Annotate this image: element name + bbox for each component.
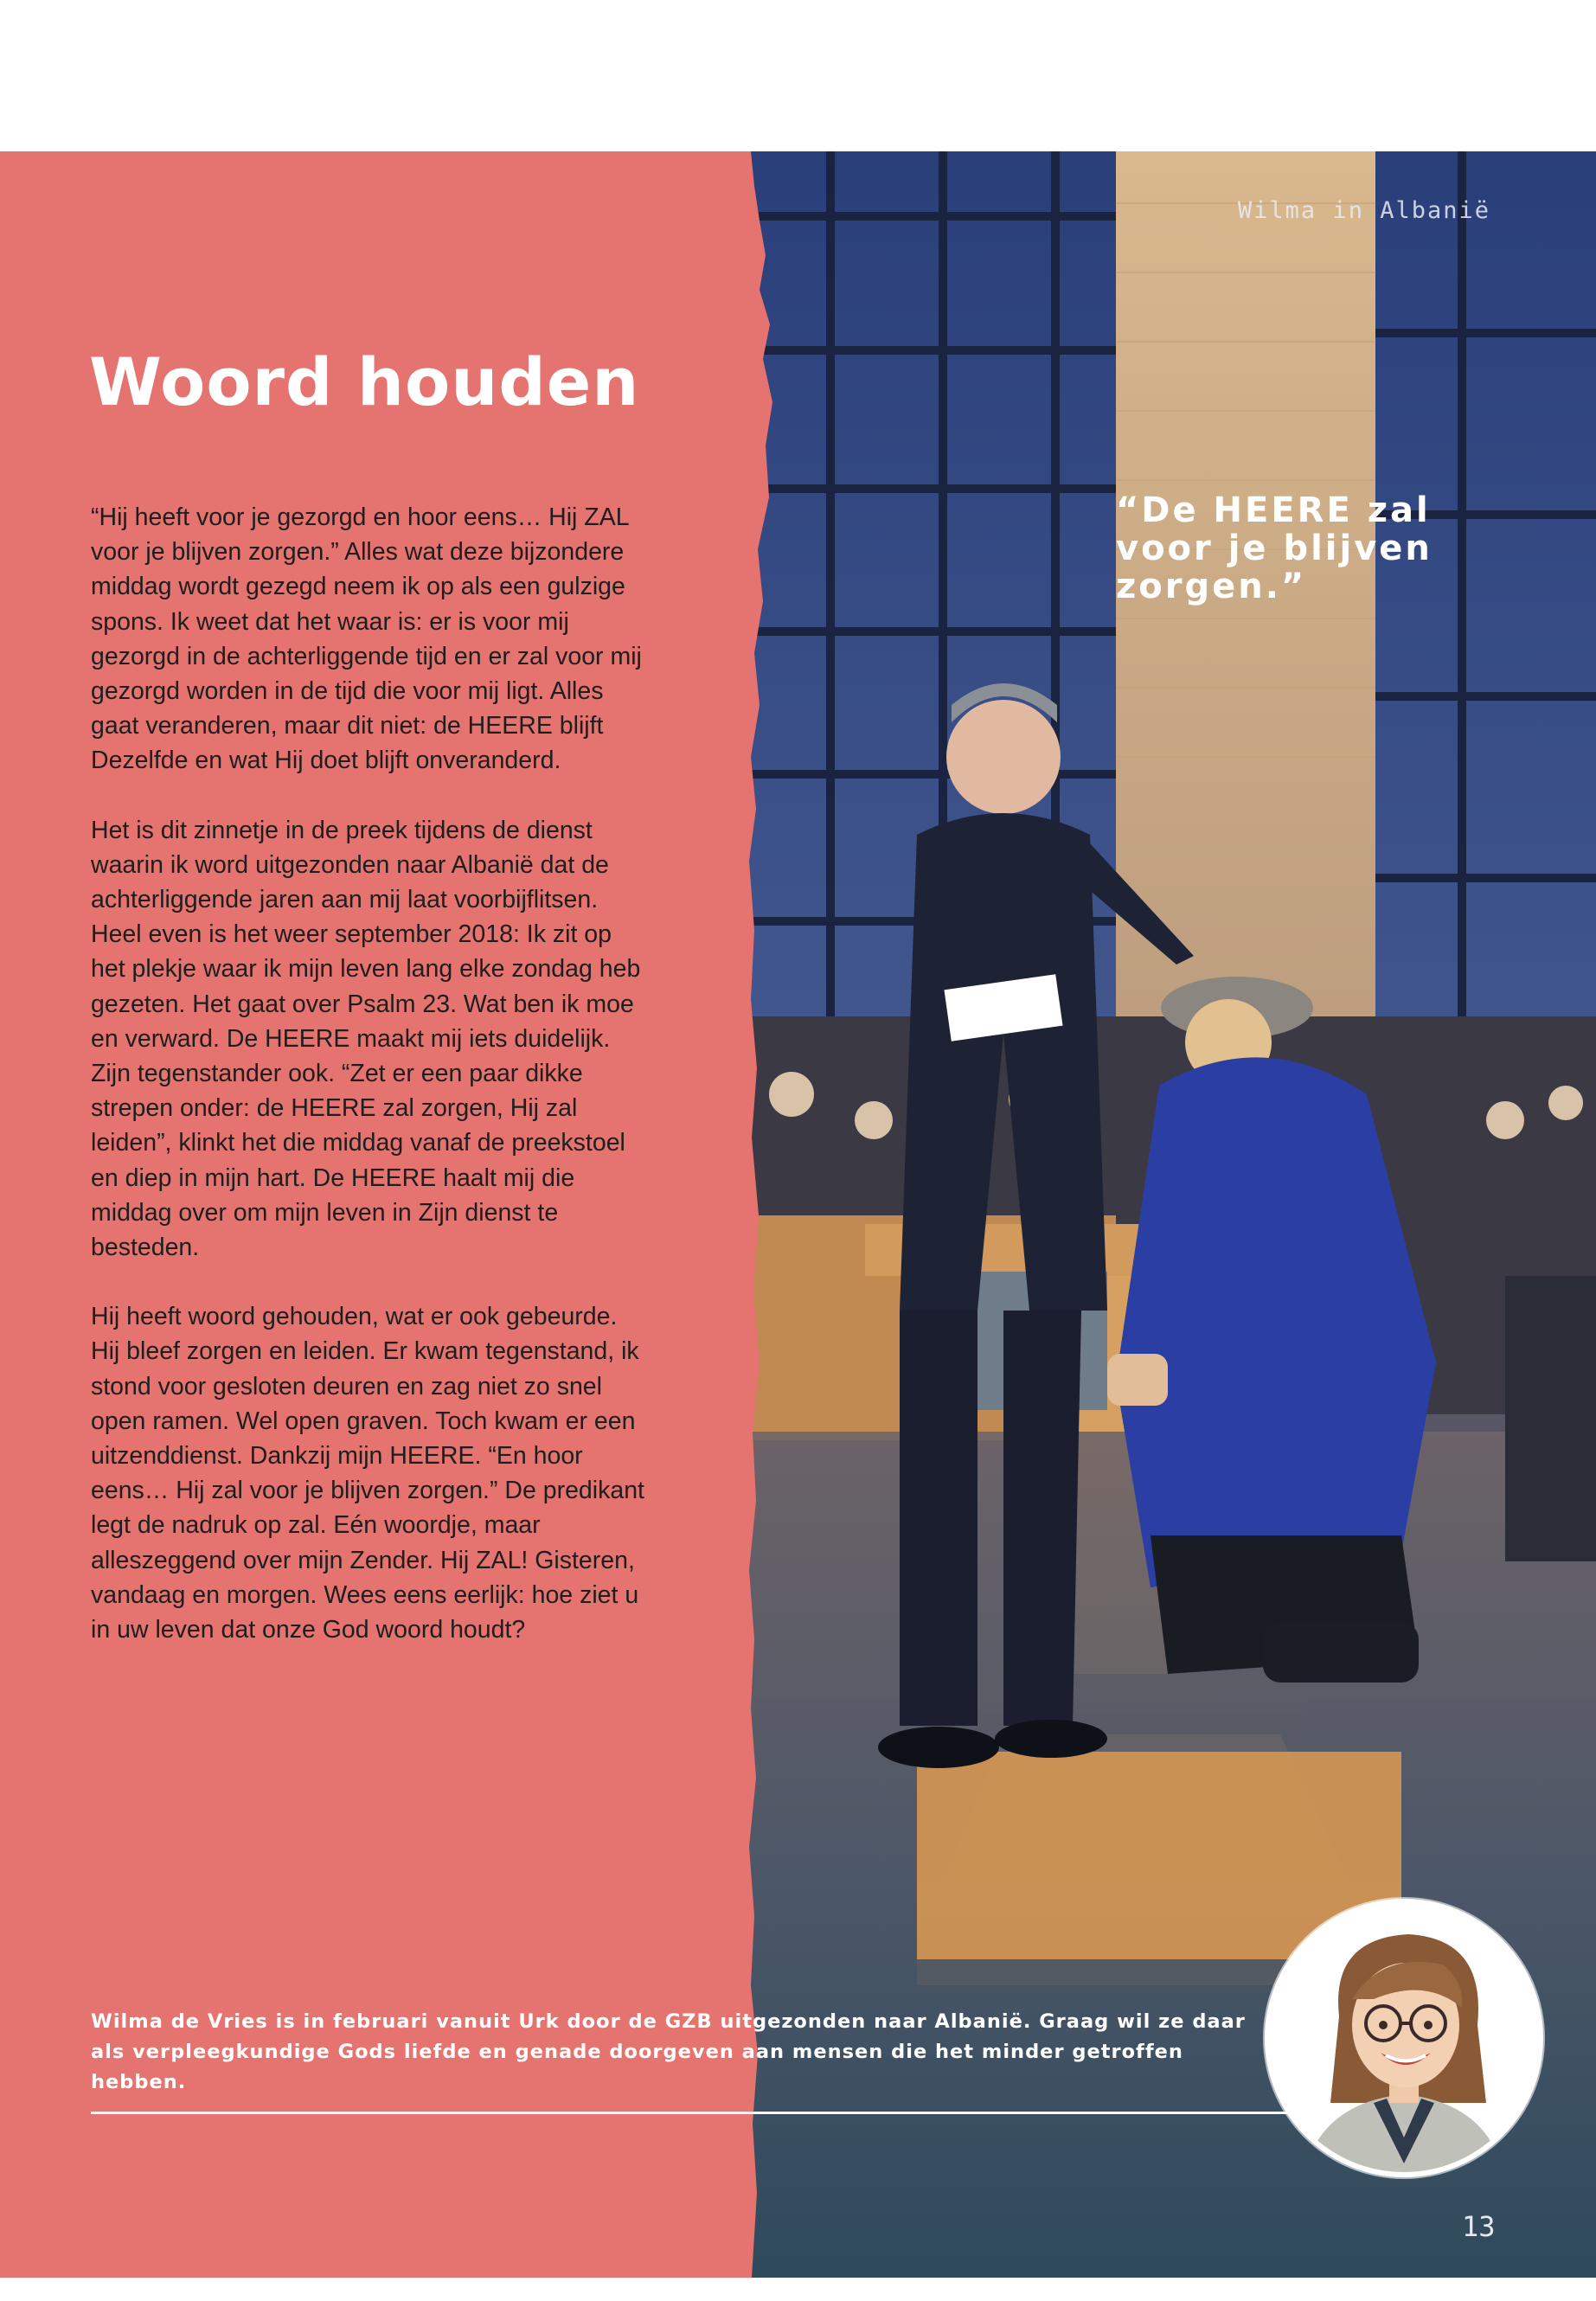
author-bio: Wilma de Vries is in februari vanuit Urk door de GZB uitgezonden naar Albanië. Graag wil ze daar als verpleegkundige Gods liefde en genade doorgeven aan mensen die het minder getroffen hebben.: [91, 2010, 1246, 2093]
pull-quote: “De HEERE zal voor je blijven zorgen.”: [1116, 490, 1433, 606]
article-paragraph: “Hij heeft voor je gezorgd en hoor eens… Hij ZAL voor je blijven zorgen.” Alles wat deze bijzondere middag wordt gezegd neem ik op als een gulzige spons. Ik weet dat het waar is: er is voor mij gezorgd in de achterliggende tijd en er zal voor mij gezorgd worden in de tijd die voor mij ligt. Alles gaat veranderen, maar dit niet: de HEERE blijft Dezelfde en wat Hij doet blijft onveranderd.: [91, 503, 642, 775]
article-paragraph: Het is dit zinnetje in de preek tijdens de dienst waarin ik word uitgezonden naar Albanië dat de achterliggende jaren aan mij laat voorbijflitsen. Heel even is het weer september 2018: Ik zit op het plekje waar ik mijn leven lang elke zondag heb gezeten. Het gaat over Psalm 23. Wat ben ik moe en verward. De HEERE maakt mij iets duidelijk. Zijn tegenstander ook. “Zet er een paar dikke strepen onder: de HEERE zal zorgen, Hij zal leiden”, klinkt het die middag vanaf de preekstoel en diep in mijn hart. De HEERE haalt mij die middag over om mijn leven in Zijn dienst te besteden.: [91, 816, 641, 1262]
section-label: Wilma in Albanië: [1237, 197, 1490, 224]
bio-divider: [91, 2112, 1298, 2114]
article-paragraph: Hij heeft woord gehouden, wat er ook gebeurde. Hij bleef zorgen en leiden. Er kwam tegenstand, ik stond voor gesloten deuren en zag niet zo snel open ramen. Wel open graven. Toch kwam er een uitzenddienst. Dankzij mijn HEERE. “En hoor eens… Hij zal voor je blijven zorgen.” De predikant legt de nadruk op zal. Eén woordje, maar alleszeggend over mijn Zender. Hij ZAL! Gisteren, vandaag en morgen. Wees eens eerlijk: hoe ziet u in uw leven dat onze God woord houdt?: [91, 1303, 644, 1644]
bottom-margin: [0, 2278, 1596, 2301]
author-avatar: [1265, 1899, 1543, 2177]
article-title: Woord houden: [89, 343, 640, 420]
author-portrait-icon: [1270, 1904, 1538, 2172]
article-body: [91, 500, 644, 1647]
top-margin: [0, 0, 1596, 151]
page-number: 13: [1462, 2210, 1496, 2243]
